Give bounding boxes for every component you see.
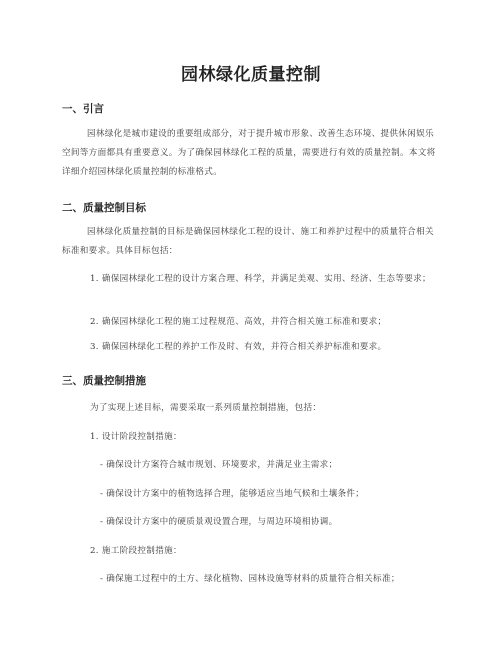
document-title: 园林绿化质量控制 <box>181 65 321 85</box>
goal-item-3: 3. 确保园林绿化工程的养护工作及时、有效，并符合相关养护标准和要求。 <box>90 342 387 352</box>
construction-stage-point: - 确保施工过程中的土方、绿化植物、园林设施等材料的质量符合相关标准； <box>100 574 400 584</box>
design-stage-point: - 确保设计方案中的硬质景观设置合理，与周边环境相协调。 <box>100 517 338 527</box>
section-heading-quality-goals: 二、质量控制目标 <box>62 202 146 214</box>
construction-stage-title: 2. 施工阶段控制措施： <box>90 546 182 556</box>
design-stage-point: - 确保设计方案中的植物选择合理，能够适应当地气候和土壤条件； <box>100 489 365 499</box>
measures-intro: 为了实现上述目标，需要采取一系列质量控制措施，包括： <box>90 403 322 413</box>
introduction-paragraph: 园林绿化是城市建设的重要组成部分，对于提升城市形象、改善生态环境、提供休闲娱乐空间等方面都具有重要意义。为了确保园林绿化工程的质量，需要进行有效的质量控制。本文将详细介绍园林绿化质量控制的标准格式。 <box>62 129 436 177</box>
goal-item-1: 1. 确保园林绿化工程的设计方案合理、科学，并满足美观、实用、经济、生态等要求； <box>90 274 431 284</box>
section-heading-quality-measures: 三、质量控制措施 <box>62 375 146 387</box>
quality-goals-paragraph: 园林绿化质量控制的目标是确保园林绿化工程的设计、施工和养护过程中的质量符合相关标准和要求。具体目标包括： <box>62 227 434 256</box>
design-stage-point: - 确保设计方案符合城市规划、环境要求，并满足业主需求； <box>100 460 338 470</box>
section-heading-introduction: 一、引言 <box>62 103 104 115</box>
design-stage-title: 1. 设计阶段控制措施： <box>90 432 182 442</box>
goal-item-2: 2. 确保园林绿化工程的施工过程规范、高效，并符合相关施工标准和要求； <box>90 317 387 327</box>
